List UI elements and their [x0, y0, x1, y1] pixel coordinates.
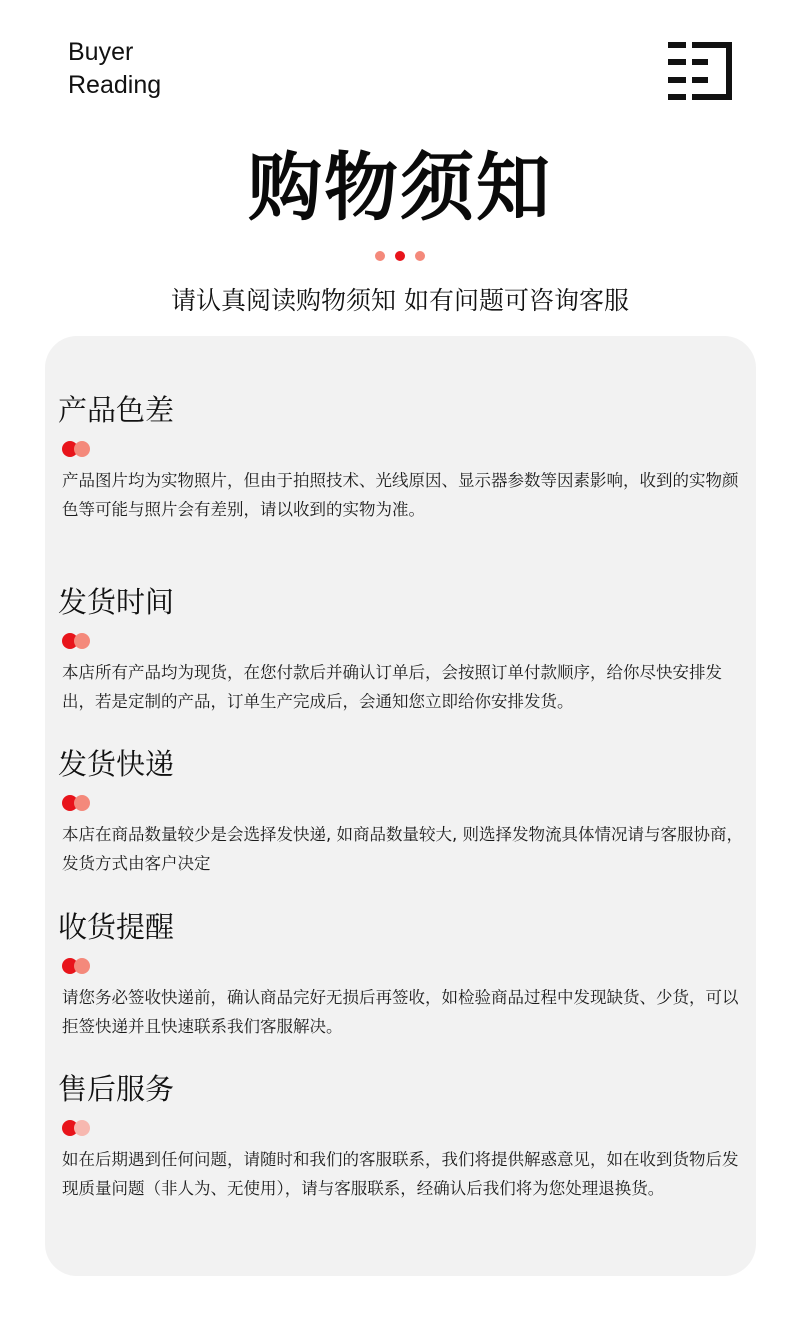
two-dots-marker-icon [61, 1119, 91, 1137]
section-title: 发货时间 [58, 585, 175, 619]
section-body: 请您务必签收快递前，确认商品完好无损后再签收，如检验商品过程中发现缺货、少货，可以拒签快递并且快速联系我们客服解决。 [62, 988, 739, 1036]
section-receiving-reminder [58, 907, 748, 1041]
section-color-difference [58, 390, 748, 524]
three-dots-divider [374, 250, 426, 262]
section-body: 产品图片均为实物照片，但由于拍照技术、光线原因、显示器参数等因素影响，收到的实物颜色等可能与照片会有差别，请以收到的实物为准。 [62, 471, 739, 519]
two-dots-marker-icon [61, 632, 91, 650]
section-title: 售后服务 [58, 1072, 175, 1106]
brand-text [68, 36, 161, 102]
page-title: 购物须知 [248, 145, 552, 231]
brand-line-buyer: Buyer [68, 38, 134, 66]
brand-line-reading: Reading [68, 71, 162, 99]
section-title: 发货快递 [58, 747, 175, 781]
section-body: 本店所有产品均为现货，在您付款后并确认订单后，会按照订单付款顺序，给你尽快安排发出，若是定制的产品，订单生产完成后，会通知您立即给你安排发货。 [62, 663, 722, 711]
section-shipping-time [58, 582, 748, 716]
section-body: 本店在商品数量较少是会选择发快递, 如商品数量较大, 则选择发物流具体情况请与客服协商，发货方式由客户决定 [62, 825, 743, 873]
two-dots-marker-icon [61, 957, 91, 975]
two-dots-marker-icon [61, 794, 91, 812]
section-after-sales [58, 1069, 748, 1203]
section-body: 如在后期遇到任何问题，请随时和我们的客服联系，我们将提供解惑意见，如在收到货物后发现质量问题（非人为、无使用），请与客服联系，经确认后我们将为您处理退换货。 [62, 1150, 739, 1198]
notice-card [45, 336, 756, 1276]
section-courier [58, 744, 748, 878]
page-subtitle: 请认真阅读购物须知 如有问题可咨询客服 [171, 286, 629, 315]
menu-lines-bracket-icon [668, 42, 732, 100]
two-dots-marker-icon [61, 440, 91, 458]
section-title: 收货提醒 [58, 910, 175, 944]
section-title: 产品色差 [58, 393, 175, 427]
